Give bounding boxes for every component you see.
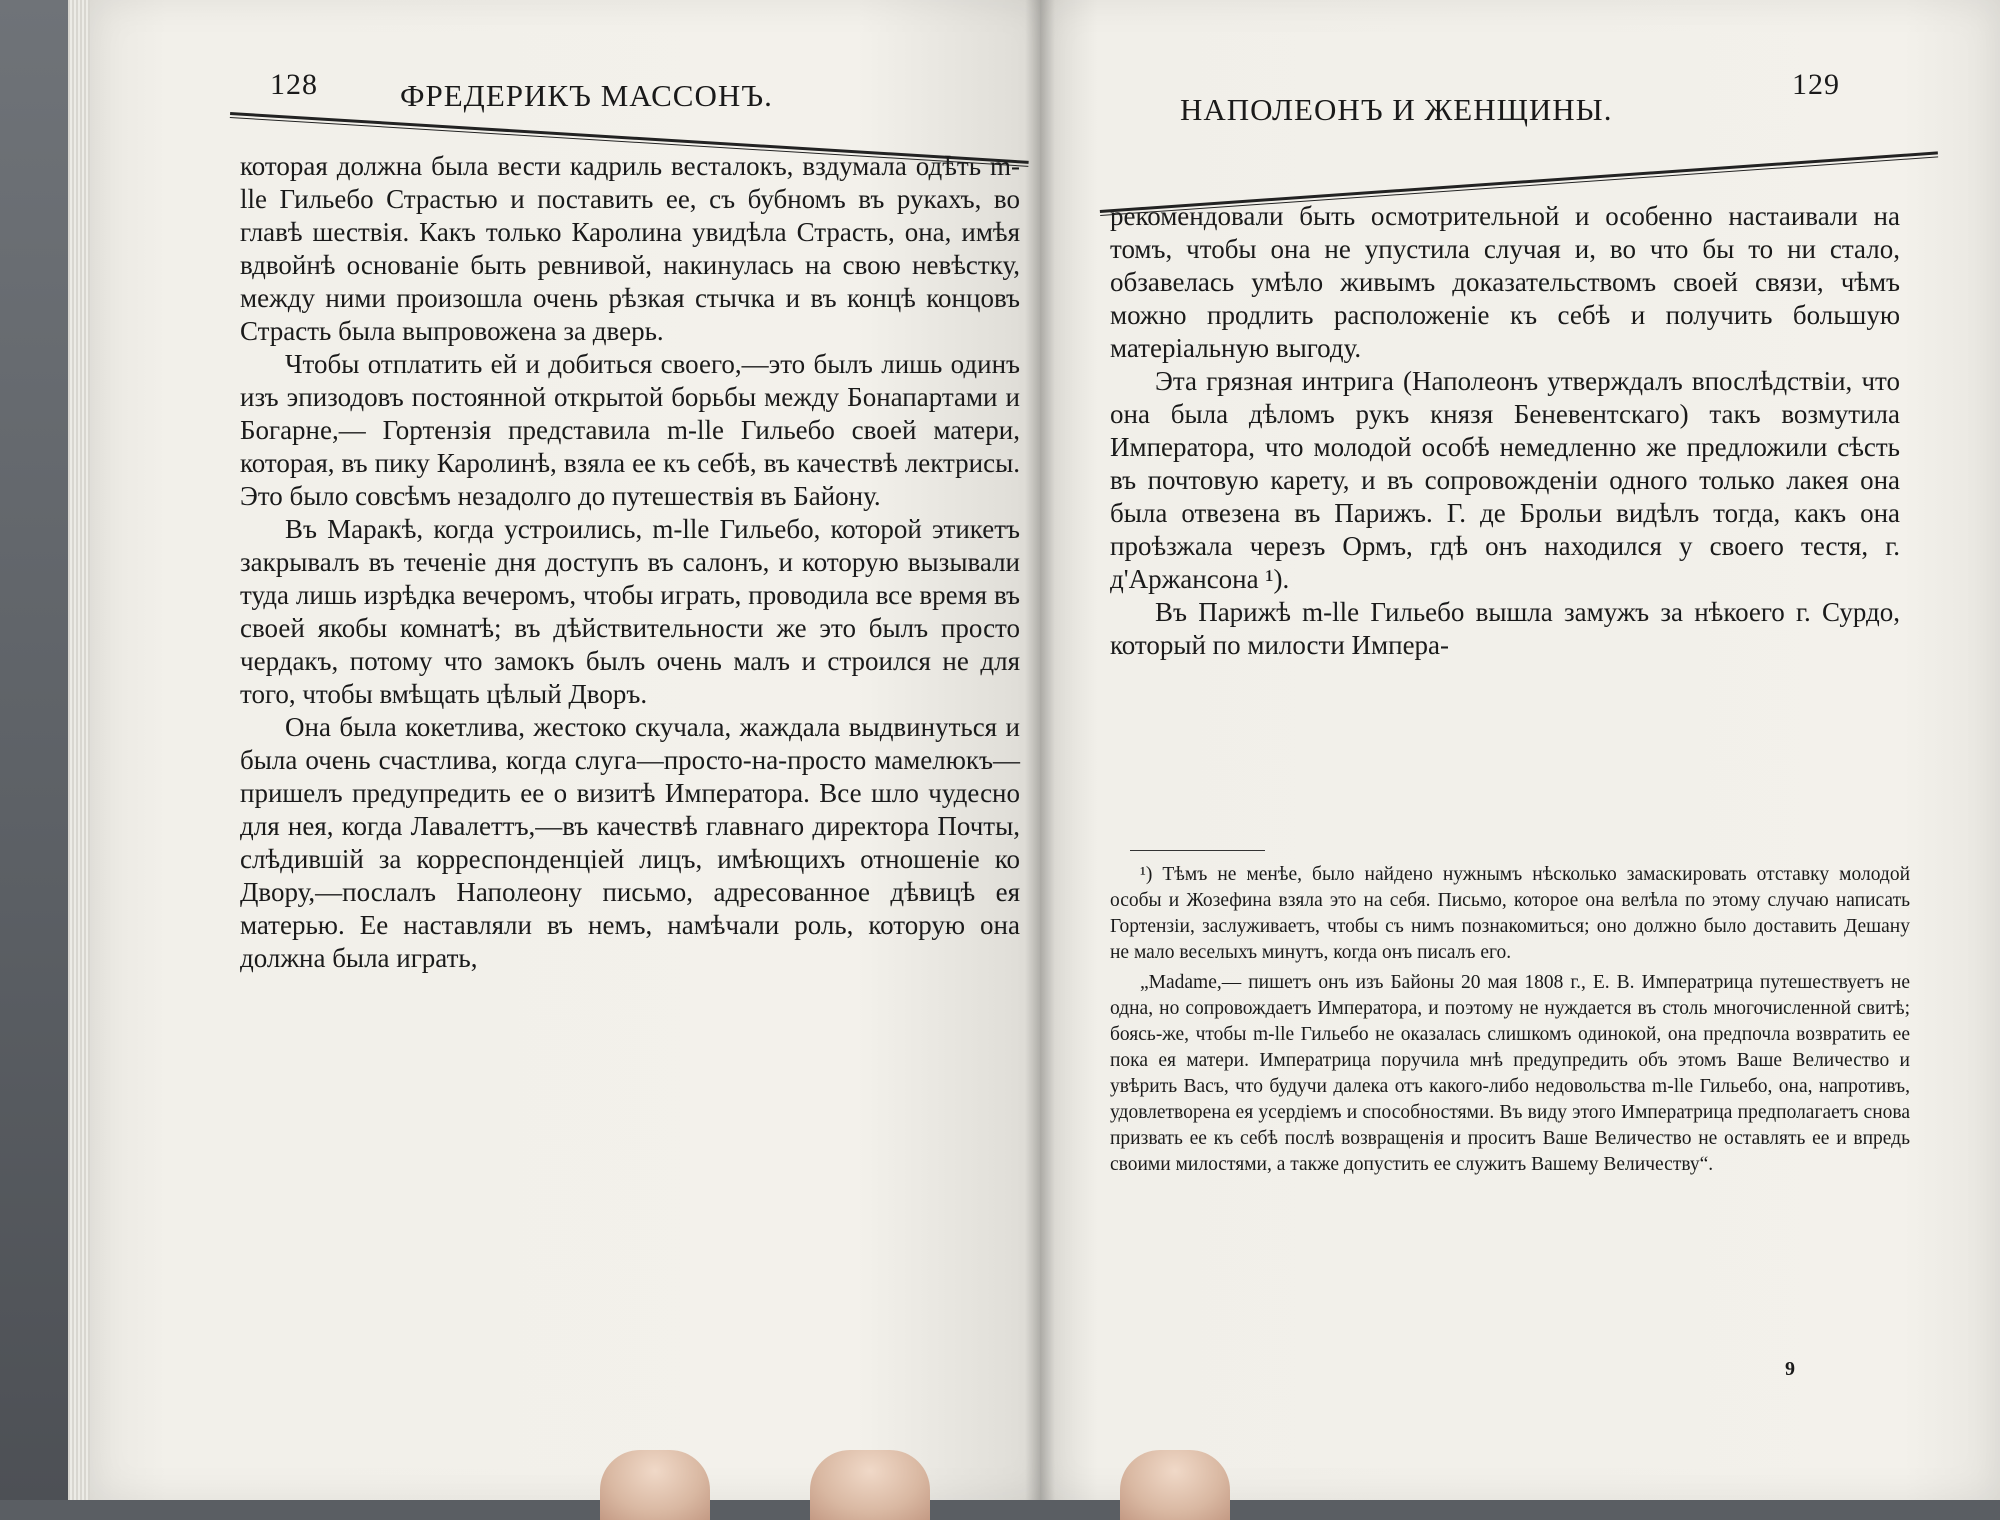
finger: [600, 1450, 710, 1520]
finger: [1120, 1450, 1230, 1520]
right-body-text: [1110, 200, 1900, 662]
left-page-number: 128: [270, 68, 318, 101]
left-running-title: ФРЕДЕРИКЪ МАССОНЪ.: [400, 78, 773, 113]
left-body-text: [240, 150, 1020, 975]
right-running-title: НАПОЛЕОНЪ И ЖЕНЩИНЫ.: [1180, 92, 1613, 127]
paragraph: Въ Маракѣ, когда устроились, m-lle Гильебо, которой этикетъ закрывалъ въ теченіе дня доступъ въ салонъ, и которую вызывали туда лишь изрѣдка вечеромъ, чтобы играть, проводила все время въ своей якобы комнатѣ; въ дѣйствительности же это былъ просто чердакъ, потому что замокъ былъ очень малъ и строился не для того, чтобы вмѣщать цѣлый Дворъ.: [240, 514, 1020, 709]
paragraph: Эта грязная интрига (Наполеонъ утверждалъ впослѣдствіи, что она была дѣломъ рукъ князя Беневентскаго) такъ возмутила Императора, что молодой особѣ немедленно же предложили сѣсть въ почтовую карету, и въ сопровожденіи одного только лакея она была отвезена въ Парижъ. Г. де Брольи видѣлъ тогда, какъ она проѣзжала черезъ Ормъ, гдѣ онъ находился у своего тестя, г. д'Аржансона ¹).: [1110, 366, 1900, 594]
right-page: [1040, 0, 2000, 1500]
paragraph: Въ Парижѣ m-lle Гильебо вышла замужъ за нѣкоего г. Сурдо, который по милости Импера-: [1110, 597, 1900, 660]
paragraph: Чтобы отплатить ей и добиться своего,—это былъ лишь одинъ изъ эпизодовъ постоянной открытой борьбы между Бонапартами и Богарне,— Гортензія представила m-lle Гильебо своей матери, которая, въ пику Каролинѣ, взяла ее къ себѣ, въ качествѣ лектрисы. Это было совсѣмъ незадолго до путешествія въ Байону.: [240, 349, 1020, 511]
paragraph: рекомендовали быть осмотрительной и особенно настаивали на томъ, чтобы она не упустила случая и, во что бы то ни стало, обзавелась умѣло живымъ доказательствомъ своей связи, чѣмъ можно продлить расположеніе къ себѣ и получить большую матеріальную выгоду.: [1110, 201, 1900, 363]
finger: [810, 1450, 930, 1520]
book-gutter: [1025, 0, 1055, 1500]
footnotes: [1110, 862, 1910, 1182]
signature-mark: 9: [1785, 1358, 1795, 1380]
footnote-divider: [1130, 850, 1265, 851]
holding-fingers: [560, 1430, 1280, 1520]
open-book: [40, 0, 2000, 1500]
footnote: „Madame,— пишетъ онъ изъ Байоны 20 мая 1808 г., Е. В. Императрица путешествуетъ не одна, но сопровождаетъ Императора, и поэтому не нуждается въ столь многочисленной свитѣ; боясь-же, чтобы m-lle Гильебо не оказалась слишкомъ одинокой, она предпочла возвратить ее пока ея матери. Императрица поручила мнѣ предупредить объ этомъ Ваше Величество и увѣрить Васъ, что будучи далека отъ какого-либо недовольства m-lle Гильебо, она, напротивъ, удовлетворена ея усердіемъ и способностями. Въ виду этого Императрица предполагаетъ снова призвать ее къ себѣ послѣ возвращенія и проситъ Ваше Величество не оставлять ее и впредь своими милостями, а также допустить ее служитъ Вашему Величеству“.: [1110, 972, 1910, 1175]
left-page: [90, 0, 1050, 1500]
paragraph: Она была кокетлива, жестоко скучала, жаждала выдвинуться и была очень счастлива, когда слуга—просто-на-просто мамелюкъ—пришелъ предупредить ее о визитѣ Императора. Все шло чудесно для нея, когда Лавалеттъ,—въ качествѣ главнаго директора Почты, слѣдившій за корреспонденціей лицъ, имѣющихъ отношеніе ко Двору,—послалъ Наполеону письмо, адресованное дѣвицѣ ея матерью. Ее наставляли въ немъ, намѣчали роль, которую она должна была играть,: [240, 712, 1020, 973]
right-page-number: 129: [1792, 68, 1840, 101]
paragraph: которая должна была вести кадриль весталокъ, вздумала одѣть m-lle Гильебо Страстью и поставить ее, съ бубномъ въ рукахъ, во главѣ шествія. Какъ только Каролина увидѣла Страсть, она, имѣя вдвойнѣ основаніе быть ревнивой, накинулась на свою невѣстку, между ними произошла очень рѣзкая стычка и въ концѣ концовъ Страсть была выпровожена за дверь.: [240, 151, 1020, 346]
footnote: ¹) Тѣмъ не менѣе, было найдено нужнымъ нѣсколько замаскировать отставку молодой особы и Жозефина взяла это на себя. Письмо, которое она велѣла по этому случаю написать Гортензіи, заслуживаетъ, чтобы съ нимъ познакомиться; оно должно было доставить Дешану не мало веселыхъ минутъ, когда онъ писалъ его.: [1110, 864, 1910, 963]
right-running-head: [1100, 60, 1880, 127]
left-running-head: [230, 60, 1010, 120]
